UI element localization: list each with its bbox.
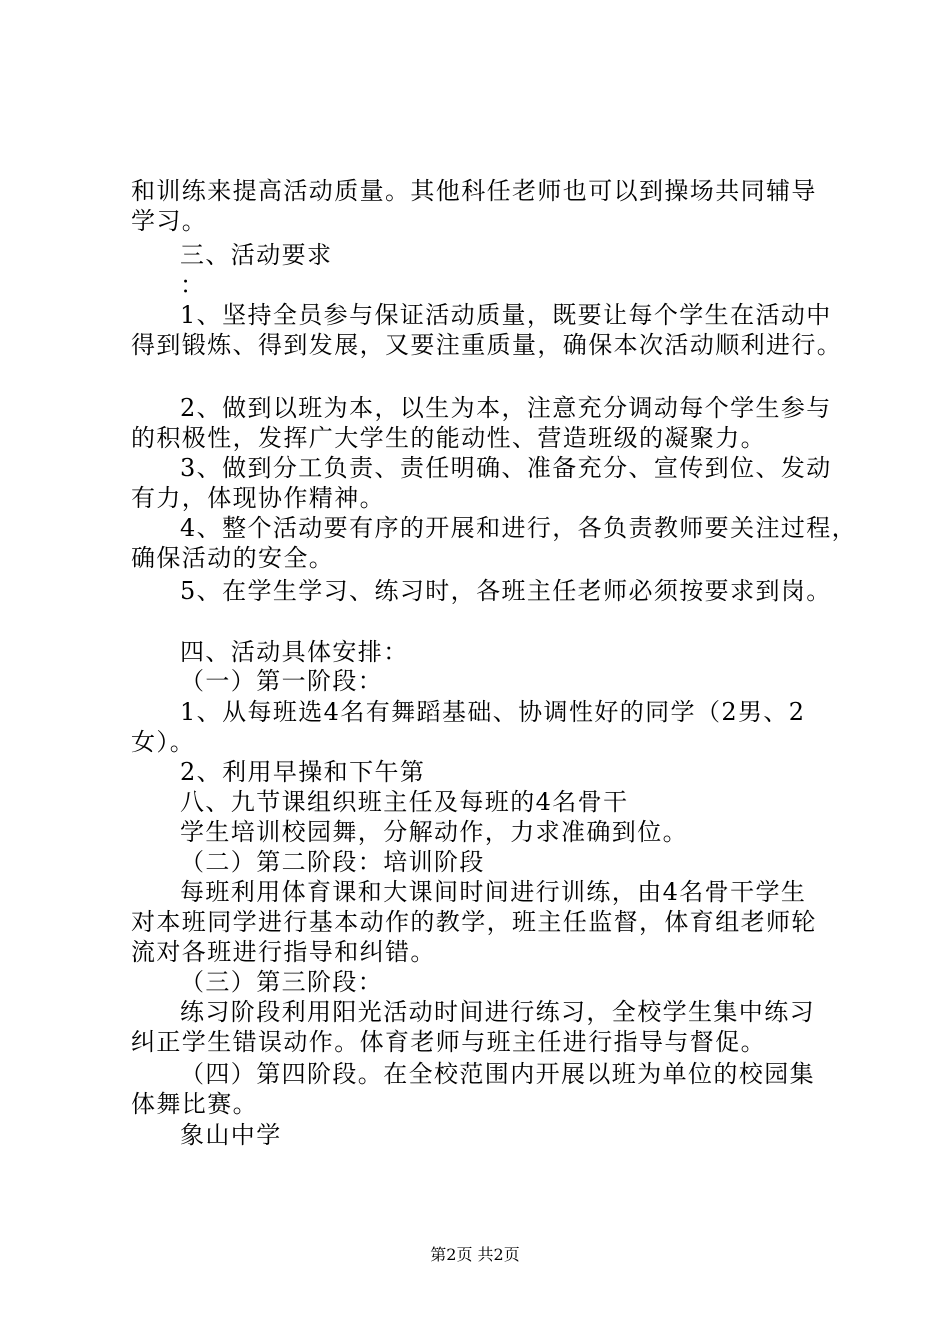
section-heading: 四、活动具体安排：	[180, 638, 409, 666]
text-line: 学习。	[131, 207, 208, 235]
text-line: 1、坚持全员参与保证活动质量，既要让每个学生在活动中	[180, 301, 832, 329]
text-line: 4、整个活动要有序的开展和进行，各负责教师要关注过程，	[180, 514, 858, 542]
text-line: 学生培训校园舞，分解动作，力求准确到位。	[180, 818, 688, 846]
text-line: 流对各班进行指导和纠错。	[131, 938, 436, 966]
text-line: 2、做到以班为本，以生为本，注意充分调动每个学生参与	[180, 394, 832, 422]
sub-heading: （三）第三阶段：	[180, 968, 384, 996]
sub-heading: （四）第四阶段。在全校范围内开展以班为单位的校园集	[180, 1060, 815, 1088]
text-line: ：	[180, 271, 206, 299]
signature-text: 象山中学	[180, 1121, 282, 1149]
text-line: 得到锻炼、得到发展，又要注重质量，确保本次活动顺利进行。	[131, 331, 843, 359]
text-line: 练习阶段利用阳光活动时间进行练习，全校学生集中练习	[180, 998, 815, 1026]
text-line: 和训练来提高活动质量。其他科任老师也可以到操场共同辅导	[131, 177, 817, 205]
text-line: 有力，体现协作精神。	[131, 484, 385, 512]
text-line: 纠正学生错误动作。体育老师与班主任进行指导与督促。	[131, 1028, 766, 1056]
text-line: 的积极性，发挥广大学生的能动性、营造班级的凝聚力。	[131, 424, 766, 452]
page-footer: 第2页 共2页	[430, 1245, 520, 1264]
sub-heading: （二）第二阶段：培训阶段	[180, 848, 485, 876]
text-line: 女）。	[131, 728, 196, 756]
text-line: 对本班同学进行基本动作的教学，班主任监督，体育组老师轮	[131, 908, 817, 936]
text-line: 2、利用早操和下午第	[180, 758, 426, 786]
text-line: 3、做到分工负责、责任明确、准备充分、宣传到位、发动	[180, 454, 832, 482]
text-line: 1、从每班选4名有舞蹈基础、协调性好的同学（2男、2	[180, 698, 806, 726]
text-line: 确保活动的安全。	[131, 544, 335, 572]
section-heading: 三、活动要求	[180, 241, 333, 269]
text-line: 5、在学生学习、练习时，各班主任老师必须按要求到岗。	[180, 577, 832, 605]
text-line: 体舞比赛。	[131, 1090, 258, 1118]
text-line: 每班利用体育课和大课间时间进行训练，由4名骨干学生	[180, 878, 807, 906]
text-line: 八、九节课组织班主任及每班的4名骨干	[180, 788, 629, 816]
sub-heading: （一）第一阶段：	[180, 667, 384, 695]
